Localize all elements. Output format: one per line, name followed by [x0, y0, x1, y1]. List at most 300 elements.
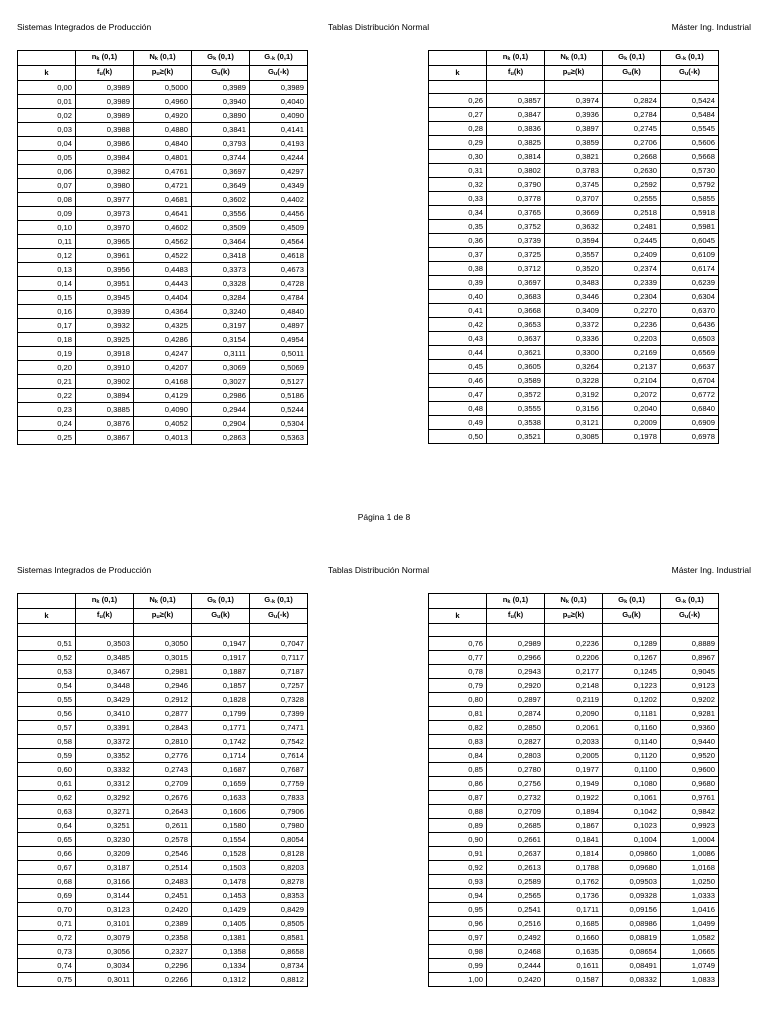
table-cell: 0,3602 — [192, 193, 250, 207]
table-cell: 0,1771 — [192, 721, 250, 735]
table-cell: 0,1894 — [545, 805, 603, 819]
table-cell: 0,4013 — [134, 431, 192, 445]
table-cell: 0,5981 — [661, 220, 719, 234]
table-cell: 0,3538 — [487, 416, 545, 430]
table-cell: 0,3079 — [76, 931, 134, 945]
table-row — [18, 679, 308, 693]
table-cell: 0,9761 — [661, 791, 719, 805]
table-cell: 0,3956 — [76, 263, 134, 277]
table-row — [429, 791, 719, 805]
table-row — [18, 721, 308, 735]
table-cell: 0,4840 — [134, 137, 192, 151]
k-value: 0,48 — [429, 402, 487, 416]
table-cell: 0,1611 — [545, 959, 603, 973]
table-cell: 0,5244 — [250, 403, 308, 417]
table-cell: 0,3989 — [76, 109, 134, 123]
table-cell: 0,3589 — [487, 374, 545, 388]
header-symbol: p — [562, 610, 568, 620]
table-cell: 0,2732 — [487, 791, 545, 805]
table-row — [429, 402, 719, 416]
column-header — [18, 594, 76, 609]
table-cell: 0,2920 — [487, 679, 545, 693]
k-value: 0,10 — [18, 221, 76, 235]
table-cell: 0,2090 — [545, 707, 603, 721]
header-symbol: k — [44, 68, 49, 78]
header-subscript: k — [565, 599, 569, 606]
table-cell: 0,1949 — [545, 777, 603, 791]
k-value: 0,86 — [429, 777, 487, 791]
table-cell: 1,0582 — [661, 931, 719, 945]
table-cell: 0,3936 — [545, 108, 603, 122]
table-cell: 0,2420 — [487, 973, 545, 987]
k-value: 0,33 — [429, 192, 487, 206]
table-cell: 0,2005 — [545, 749, 603, 763]
table-cell: 0,2709 — [487, 805, 545, 819]
header-subscript: k — [213, 599, 217, 606]
empty-cell — [76, 624, 134, 637]
header-row — [429, 66, 719, 81]
k-value: 0,80 — [429, 693, 487, 707]
header-symbol: G — [211, 67, 218, 77]
k-value: 0,21 — [18, 375, 76, 389]
table-cell: 0,3284 — [192, 291, 250, 305]
table-cell: 0,2944 — [192, 403, 250, 417]
k-value: 0,64 — [18, 819, 76, 833]
table-cell: 0,3707 — [545, 192, 603, 206]
header-symbol: G — [207, 595, 214, 605]
table-cell: 0,1742 — [192, 735, 250, 749]
table-cell: 0,2339 — [603, 276, 661, 290]
table-cell: 0,4402 — [250, 193, 308, 207]
column-header — [487, 594, 545, 609]
table-cell: 0,3572 — [487, 388, 545, 402]
table-cell: 0,4247 — [134, 347, 192, 361]
k-value: 0,65 — [18, 833, 76, 847]
table-row — [429, 234, 719, 248]
table-cell: 0,9520 — [661, 749, 719, 763]
table-cell: 0,3918 — [76, 347, 134, 361]
k-value: 0,05 — [18, 151, 76, 165]
table-cell: 0,1405 — [192, 917, 250, 931]
table-cell: 0,3429 — [76, 693, 134, 707]
header-subscript: u — [156, 614, 160, 621]
table-row — [429, 346, 719, 360]
table-cell: 0,2420 — [134, 903, 192, 917]
table-cell: 0,3986 — [76, 137, 134, 151]
table-cell: 0,4673 — [250, 263, 308, 277]
table-cell: 0,3352 — [76, 749, 134, 763]
header-row — [429, 51, 719, 66]
table-cell: 0,4960 — [134, 95, 192, 109]
table-cell: 0,1202 — [603, 693, 661, 707]
table-cell: 0,1381 — [192, 931, 250, 945]
table-cell: 0,4920 — [134, 109, 192, 123]
table-cell: 0,3312 — [76, 777, 134, 791]
k-value: 0,81 — [429, 707, 487, 721]
table-cell: 0,3485 — [76, 651, 134, 665]
header-subscript: u — [156, 71, 160, 78]
k-value: 0,17 — [18, 319, 76, 333]
table-cell: 0,3166 — [76, 875, 134, 889]
table-cell: 0,2358 — [134, 931, 192, 945]
table-cell: 0,3783 — [545, 164, 603, 178]
table-cell: 0,4349 — [250, 179, 308, 193]
table-cell: 0,2177 — [545, 665, 603, 679]
table-cell: 0,3961 — [76, 249, 134, 263]
table-cell: 0,3725 — [487, 248, 545, 262]
table-cell: 0,1429 — [192, 903, 250, 917]
table-cell: 0,2706 — [603, 136, 661, 150]
table-row — [18, 889, 308, 903]
table-cell: 0,3989 — [76, 81, 134, 95]
table-row — [429, 889, 719, 903]
table-cell: 0,2966 — [487, 651, 545, 665]
table-cell: 0,6109 — [661, 248, 719, 262]
table-row — [18, 249, 308, 263]
k-value: 0,99 — [429, 959, 487, 973]
header-symbol: G — [678, 67, 685, 77]
table-cell: 0,3669 — [545, 206, 603, 220]
table-cell: 0,1828 — [192, 693, 250, 707]
table-cell: 0,2784 — [603, 108, 661, 122]
table-cell: 0,3197 — [192, 319, 250, 333]
k-value: 0,52 — [18, 651, 76, 665]
table-row — [429, 136, 719, 150]
table-cell: 1,0665 — [661, 945, 719, 959]
header-suffix: (k) — [513, 610, 524, 620]
header-suffix: (k) — [220, 67, 230, 77]
table-row — [429, 917, 719, 931]
table-cell: 0,1120 — [603, 749, 661, 763]
header-symbol: k — [455, 68, 460, 78]
k-value: 0,09 — [18, 207, 76, 221]
header-symbol: G — [675, 595, 682, 605]
table-cell: 0,2780 — [487, 763, 545, 777]
table-row — [18, 109, 308, 123]
header-center-title: Tablas Distribución Normal — [328, 22, 430, 32]
table-cell: 0,2266 — [134, 973, 192, 987]
table-row — [18, 235, 308, 249]
k-value: 0,95 — [429, 903, 487, 917]
table-cell: 0,3111 — [192, 347, 250, 361]
table-row — [18, 693, 308, 707]
column-header — [545, 594, 603, 609]
table-cell: 0,1042 — [603, 805, 661, 819]
table-cell: 0,1181 — [603, 707, 661, 721]
table-cell: 0,2986 — [192, 389, 250, 403]
table-cell: 0,4129 — [134, 389, 192, 403]
header-suffix: (k) — [631, 67, 641, 77]
table-cell: 0,3251 — [76, 819, 134, 833]
table-cell: 0,2445 — [603, 234, 661, 248]
table-cell: 0,9123 — [661, 679, 719, 693]
header-subscript: -k — [270, 56, 276, 63]
header-symbol: f — [96, 67, 100, 77]
column-header — [192, 66, 250, 81]
table-cell: 0,2327 — [134, 945, 192, 959]
table-cell: 0,7542 — [250, 735, 308, 749]
table-cell: 0,3372 — [545, 318, 603, 332]
table-row — [18, 207, 308, 221]
table-cell: 0,2874 — [487, 707, 545, 721]
empty-cell — [134, 624, 192, 637]
k-value: 0,71 — [18, 917, 76, 931]
k-value: 0,20 — [18, 361, 76, 375]
table-cell: 0,3814 — [487, 150, 545, 164]
k-value: 0,47 — [429, 388, 487, 402]
table-cell: 1,0086 — [661, 847, 719, 861]
k-value: 0,00 — [18, 81, 76, 95]
k-value: 0,74 — [18, 959, 76, 973]
column-header — [661, 51, 719, 66]
table-row — [429, 973, 719, 987]
k-value: 0,19 — [18, 347, 76, 361]
empty-cell — [429, 81, 487, 94]
table-cell: 0,3154 — [192, 333, 250, 347]
table-cell: 0,3240 — [192, 305, 250, 319]
k-value: 0,08 — [18, 193, 76, 207]
column-header — [76, 594, 134, 609]
table-cell: 0,7980 — [250, 819, 308, 833]
table-cell: 0,1814 — [545, 847, 603, 861]
table-cell: 0,6978 — [661, 430, 719, 444]
table-row — [18, 637, 308, 651]
table-cell: 0,2776 — [134, 749, 192, 763]
table-cell: 0,4286 — [134, 333, 192, 347]
table-cell: 1,0168 — [661, 861, 719, 875]
table-cell: 0,1659 — [192, 777, 250, 791]
table-cell: 0,4052 — [134, 417, 192, 431]
table-cell: 0,4721 — [134, 179, 192, 193]
table-cell: 0,1580 — [192, 819, 250, 833]
header-subscript: u — [273, 614, 278, 621]
header-right-title: Máster Ing. Industrial — [671, 565, 751, 575]
header-subscript: k — [96, 599, 100, 606]
table-row — [18, 305, 308, 319]
table-row — [18, 861, 308, 875]
table-row — [18, 389, 308, 403]
table-row — [429, 959, 719, 973]
table-cell: 0,2296 — [134, 959, 192, 973]
empty-cell — [661, 624, 719, 637]
table-cell: 0,2592 — [603, 178, 661, 192]
table-row — [429, 304, 719, 318]
k-value: 0,24 — [18, 417, 76, 431]
table-cell: 0,3621 — [487, 346, 545, 360]
header-subscript: -k — [681, 56, 687, 63]
empty-cell — [545, 624, 603, 637]
table-cell: 0,3069 — [192, 361, 250, 375]
empty-cell — [603, 624, 661, 637]
table-cell: 0,3637 — [487, 332, 545, 346]
k-value: 0,37 — [429, 248, 487, 262]
table-cell: 0,3050 — [134, 637, 192, 651]
table-cell: 0,4954 — [250, 333, 308, 347]
table-cell: 0,3556 — [192, 207, 250, 221]
table-cell: 0,4761 — [134, 165, 192, 179]
header-symbol: p — [151, 610, 157, 620]
table-row — [18, 221, 308, 235]
table-cell: 0,3940 — [192, 95, 250, 109]
table-cell: 0,1711 — [545, 903, 603, 917]
table-cell: 0,2613 — [487, 861, 545, 875]
table-cell: 0,3594 — [545, 234, 603, 248]
table-cell: 0,7257 — [250, 679, 308, 693]
k-value: 0,03 — [18, 123, 76, 137]
table-cell: 0,3653 — [487, 318, 545, 332]
table-cell: 0,1867 — [545, 819, 603, 833]
table-cell: 0,2270 — [603, 304, 661, 318]
column-header — [661, 609, 719, 624]
table-cell: 0,3982 — [76, 165, 134, 179]
table-cell: 0,2040 — [603, 402, 661, 416]
table-cell: 0,1799 — [192, 707, 250, 721]
header-suffix: (0,1) — [275, 52, 293, 62]
k-value: 0,14 — [18, 277, 76, 291]
header-subscript: u — [217, 71, 221, 78]
table-row — [429, 332, 719, 346]
header-row — [18, 66, 308, 81]
header-row — [18, 594, 308, 609]
header-symbol: p — [562, 67, 568, 77]
header-suffix: (k) — [631, 610, 641, 620]
table-cell: 0,1947 — [192, 637, 250, 651]
table-cell: 0,3821 — [545, 150, 603, 164]
header-subscript: k — [213, 56, 217, 63]
table-row — [429, 108, 719, 122]
k-value: 0,15 — [18, 291, 76, 305]
table-cell: 0,2104 — [603, 374, 661, 388]
k-value: 0,76 — [429, 637, 487, 651]
column-header — [250, 51, 308, 66]
table-cell: 0,3980 — [76, 179, 134, 193]
table-cell: 0,1788 — [545, 861, 603, 875]
table-cell: 0,3144 — [76, 889, 134, 903]
table-row — [429, 735, 719, 749]
k-value: 0,56 — [18, 707, 76, 721]
column-header — [250, 594, 308, 609]
table-row — [18, 917, 308, 931]
table-cell: 0,3790 — [487, 178, 545, 192]
k-value: 1,00 — [429, 973, 487, 987]
k-value: 0,01 — [18, 95, 76, 109]
table-row — [429, 833, 719, 847]
table-cell: 0,4090 — [134, 403, 192, 417]
header-symbol: G — [267, 67, 274, 77]
column-header — [76, 51, 134, 66]
header-suffix: (0,1) — [99, 52, 118, 62]
table-cell: 0,3503 — [76, 637, 134, 651]
header-subscript: k — [624, 56, 628, 63]
table-cell: 0,3649 — [192, 179, 250, 193]
table-cell: 0,1714 — [192, 749, 250, 763]
k-value: 0,42 — [429, 318, 487, 332]
table-cell: 0,9600 — [661, 763, 719, 777]
table-cell: 0,4483 — [134, 263, 192, 277]
table-cell: 0,2514 — [134, 861, 192, 875]
table-cell: 0,4728 — [250, 277, 308, 291]
table-cell: 0,2989 — [487, 637, 545, 651]
header-subscript: u — [684, 614, 689, 621]
table-cell: 0,3056 — [76, 945, 134, 959]
table-cell: 0,2148 — [545, 679, 603, 693]
table-cell: 0,9440 — [661, 735, 719, 749]
table-cell: 0,2756 — [487, 777, 545, 791]
table-cell: 0,8429 — [250, 903, 308, 917]
table-cell: 0,3712 — [487, 262, 545, 276]
k-value: 0,66 — [18, 847, 76, 861]
header-row — [18, 609, 308, 624]
table-row — [429, 637, 719, 651]
table-cell: 0,9842 — [661, 805, 719, 819]
table-cell: 0,3373 — [192, 263, 250, 277]
table-cell: 0,3292 — [76, 791, 134, 805]
header-subscript: u — [567, 614, 571, 621]
table-cell: 0,3857 — [487, 94, 545, 108]
k-value: 0,13 — [18, 263, 76, 277]
k-value: 0,98 — [429, 945, 487, 959]
table-row — [429, 875, 719, 889]
table-cell: 0,5545 — [661, 122, 719, 136]
table-cell: 0,08986 — [603, 917, 661, 931]
table-cell: 0,4040 — [250, 95, 308, 109]
header-row — [429, 609, 719, 624]
table-cell: 0,3697 — [487, 276, 545, 290]
table-cell: 1,0749 — [661, 959, 719, 973]
header-suffix: (k) — [513, 67, 524, 77]
header-suffix: (0,1) — [627, 595, 645, 605]
table-row — [18, 263, 308, 277]
table-cell: 0,7614 — [250, 749, 308, 763]
table-row — [18, 945, 308, 959]
table-row — [429, 861, 719, 875]
table-cell: 0,9202 — [661, 693, 719, 707]
table-cell: 0,1453 — [192, 889, 250, 903]
table-row — [18, 333, 308, 347]
table-cell: 0,08491 — [603, 959, 661, 973]
table-cell: 1,0833 — [661, 973, 719, 987]
header-subscript: k — [154, 599, 158, 606]
table-cell: 0,7759 — [250, 777, 308, 791]
table-row — [18, 847, 308, 861]
table-row — [18, 763, 308, 777]
k-value: 0,87 — [429, 791, 487, 805]
header-suffix: (k) — [220, 610, 230, 620]
table-cell: 0,2483 — [134, 875, 192, 889]
table-cell: 0,09680 — [603, 861, 661, 875]
table-row — [429, 707, 719, 721]
table-cell: 0,09860 — [603, 847, 661, 861]
table-cell: 0,7687 — [250, 763, 308, 777]
table-cell: 0,2409 — [603, 248, 661, 262]
table-cell: 0,2630 — [603, 164, 661, 178]
header-suffix: (0,1) — [216, 52, 234, 62]
table-cell: 0,5363 — [250, 431, 308, 445]
table-cell: 0,3970 — [76, 221, 134, 235]
empty-cell — [487, 624, 545, 637]
header-right-title: Máster Ing. Industrial — [671, 22, 751, 32]
table-cell: 0,3156 — [545, 402, 603, 416]
header-symbol: N — [149, 52, 155, 62]
column-header — [603, 66, 661, 81]
table-cell: 0,6045 — [661, 234, 719, 248]
table-cell: 0,3410 — [76, 707, 134, 721]
table-cell: 0,4193 — [250, 137, 308, 151]
k-value: 0,16 — [18, 305, 76, 319]
table-cell: 0,2541 — [487, 903, 545, 917]
table-cell: 0,3015 — [134, 651, 192, 665]
k-value: 0,58 — [18, 735, 76, 749]
